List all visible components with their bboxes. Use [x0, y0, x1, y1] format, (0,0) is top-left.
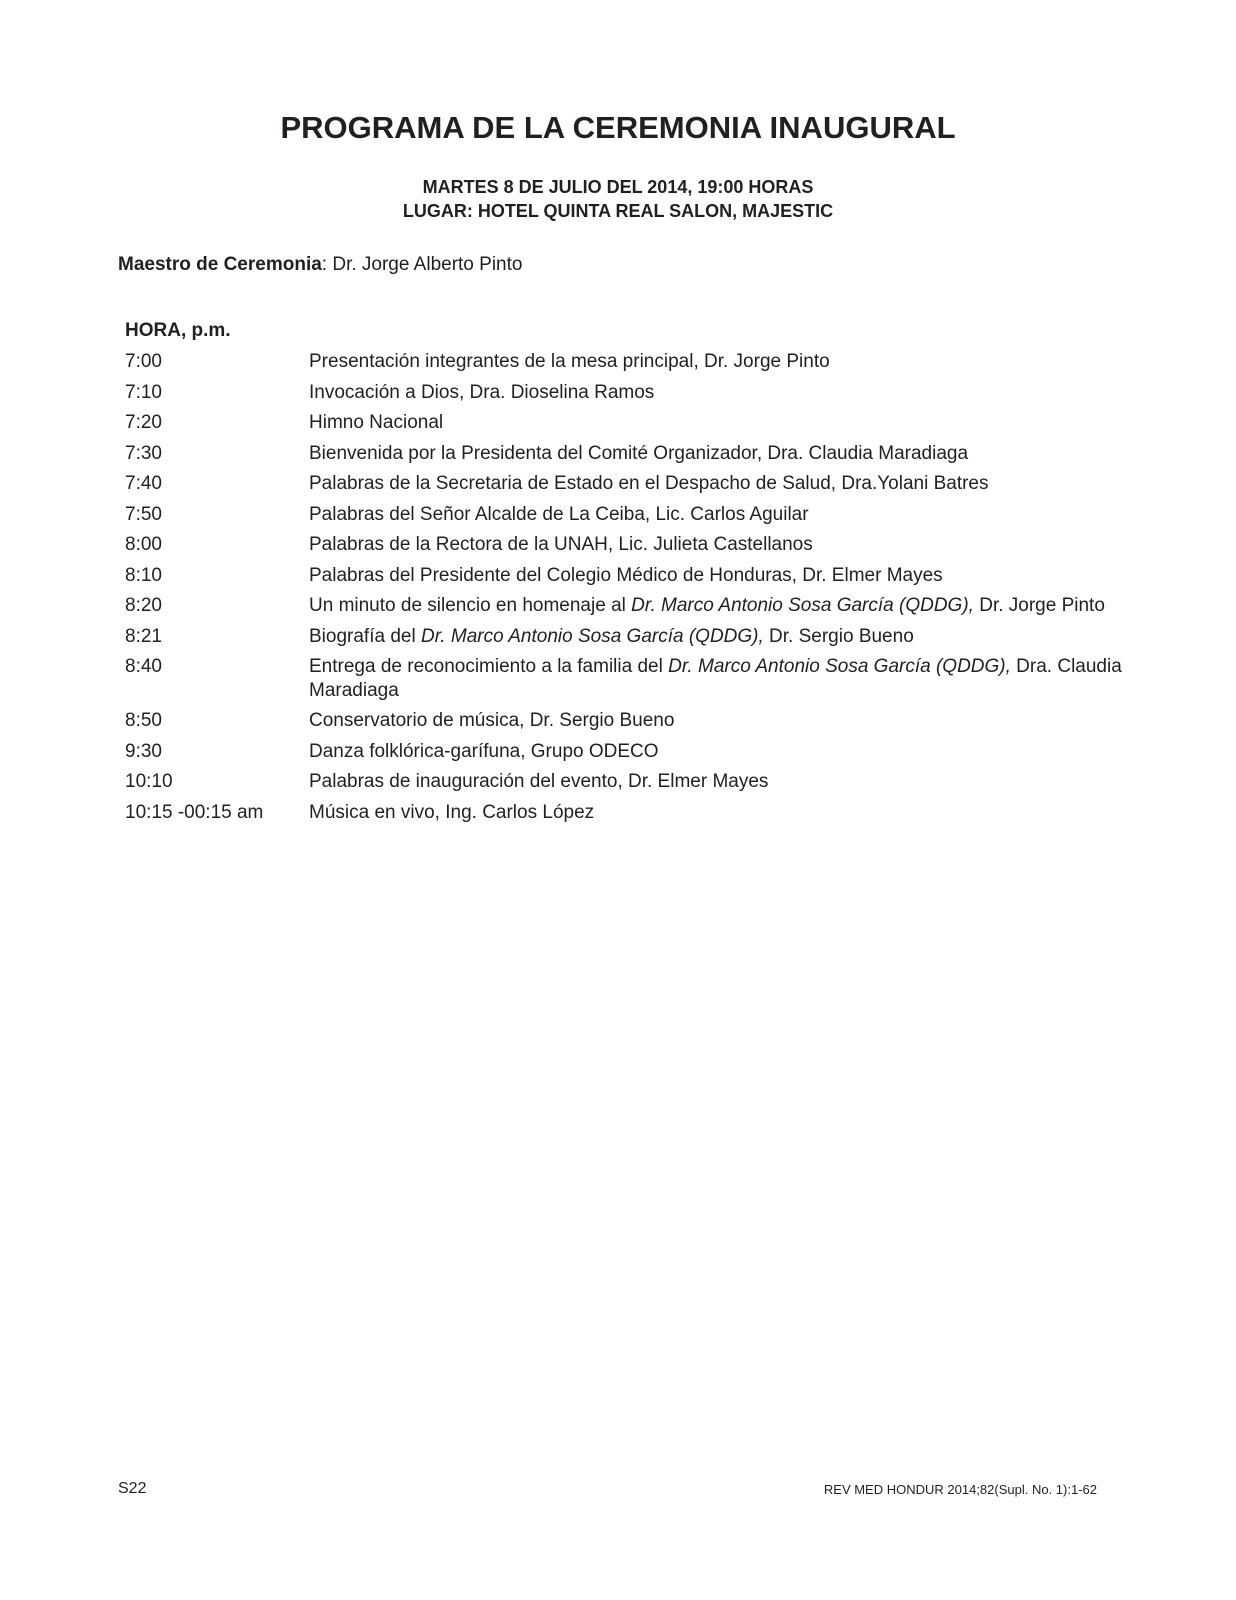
- schedule-desc: Palabras de la Rectora de la UNAH, Lic. Julieta Castellanos: [309, 534, 813, 555]
- schedule-desc: Himno Nacional: [309, 412, 444, 433]
- schedule-desc: Conservatorio de música, Dr. Sergio Bueno: [309, 710, 675, 731]
- schedule-time: 7:10: [125, 381, 162, 403]
- schedule-row: [125, 442, 1125, 473]
- schedule-desc: Música en vivo, Ing. Carlos López: [309, 801, 595, 823]
- schedule-time: 8:21: [125, 625, 162, 647]
- page-number: S22: [118, 1480, 147, 1497]
- schedule-desc: Palabras del Presidente del Colegio Médico de Honduras, Dr. Elmer Mayes: [309, 564, 943, 586]
- schedule-desc: Danza folklórica-garífuna, Grupo ODECO: [309, 740, 659, 762]
- schedule-time: 10:10: [125, 771, 173, 792]
- schedule-row: [125, 655, 1125, 709]
- page-title: PROGRAMA DE LA CEREMONIA INAUGURAL: [280, 110, 956, 145]
- desc-text: Entrega de reconocimiento a la familia del: [309, 656, 669, 677]
- schedule-desc: [309, 655, 1125, 709]
- schedule-desc: [309, 594, 1125, 625]
- schedule-time: 8:20: [125, 595, 162, 616]
- schedule-time: 7:20: [125, 412, 162, 433]
- schedule-desc: Palabras de la Secretaria de Estado en el Despacho de Salud, Dra.Yolani Batres: [309, 473, 989, 494]
- schedule-time: 8:00: [125, 534, 162, 555]
- schedule-row: [125, 381, 1125, 412]
- schedule-row: [125, 594, 1125, 625]
- schedule-time: 8:50: [125, 710, 162, 731]
- schedule-desc: Bienvenida por la Presidenta del Comité Organizador, Dra. Claudia Maradiaga: [309, 442, 969, 464]
- schedule-time: 8:10: [125, 564, 162, 586]
- schedule-time: 9:30: [125, 740, 162, 762]
- schedule-row: [125, 801, 1125, 832]
- schedule-time: 7:50: [125, 503, 162, 525]
- desc-text: Dr. Jorge Pinto: [973, 595, 1105, 616]
- schedule-row: [125, 533, 1125, 564]
- desc-italic-name: Dr. Marco Antonio Sosa García (QDDG),: [420, 625, 764, 647]
- schedule-time: 7:30: [125, 442, 162, 464]
- master-of-ceremony-name: Dr. Jorge Alberto Pinto: [332, 254, 523, 275]
- schedule-row: [125, 503, 1125, 534]
- schedule-desc: Presentación integrantes de la mesa principal, Dr. Jorge Pinto: [309, 351, 830, 372]
- desc-text: Dr. Sergio Bueno: [763, 625, 914, 647]
- schedule-row: [125, 625, 1125, 656]
- desc-text: Dra. Claudia Maradiaga: [309, 656, 1122, 701]
- event-date: MARTES 8 DE JULIO DEL 2014, 19:00 HORAS: [422, 177, 814, 197]
- schedule-table: [125, 320, 1125, 831]
- journal-citation: REV MED HONDUR 2014;82(Supl. No. 1):1-62: [823, 1482, 1097, 1497]
- schedule-desc: Palabras del Señor Alcalde de La Ceiba, Lic. Carlos Aguilar: [309, 503, 809, 525]
- schedule-row: [125, 740, 1125, 771]
- desc-text: Un minuto de silencio en homenaje al: [309, 595, 632, 616]
- schedule-row: [125, 709, 1125, 740]
- schedule-desc: [309, 625, 1125, 656]
- master-of-ceremony-label: Maestro de Ceremonia: [118, 254, 322, 275]
- schedule-time: 10:15 -00:15 am: [125, 801, 264, 823]
- master-of-ceremony-separator: :: [321, 254, 333, 275]
- schedule-time: 7:00: [125, 351, 162, 372]
- desc-text: Biografía del: [309, 625, 421, 647]
- schedule-row: [125, 411, 1125, 442]
- desc-italic-name: Dr. Marco Antonio Sosa García (QDDG),: [668, 656, 1011, 677]
- schedule-row: [125, 770, 1125, 801]
- master-of-ceremony: [118, 254, 522, 276]
- schedule-header: HORA, p.m.: [125, 320, 231, 341]
- schedule-desc: Palabras de inauguración del evento, Dr. Elmer Mayes: [309, 771, 769, 792]
- schedule-desc: Invocación a Dios, Dra. Dioselina Ramos: [309, 381, 655, 403]
- schedule-time: 8:40: [125, 656, 162, 677]
- schedule-row: [125, 564, 1125, 595]
- schedule-row: [125, 350, 1125, 381]
- schedule-time: 7:40: [125, 473, 162, 494]
- desc-italic-name: Dr. Marco Antonio Sosa García (QDDG),: [631, 595, 974, 616]
- event-location: LUGAR: HOTEL QUINTA REAL SALON, MAJESTIC: [402, 201, 834, 221]
- schedule-row: [125, 472, 1125, 503]
